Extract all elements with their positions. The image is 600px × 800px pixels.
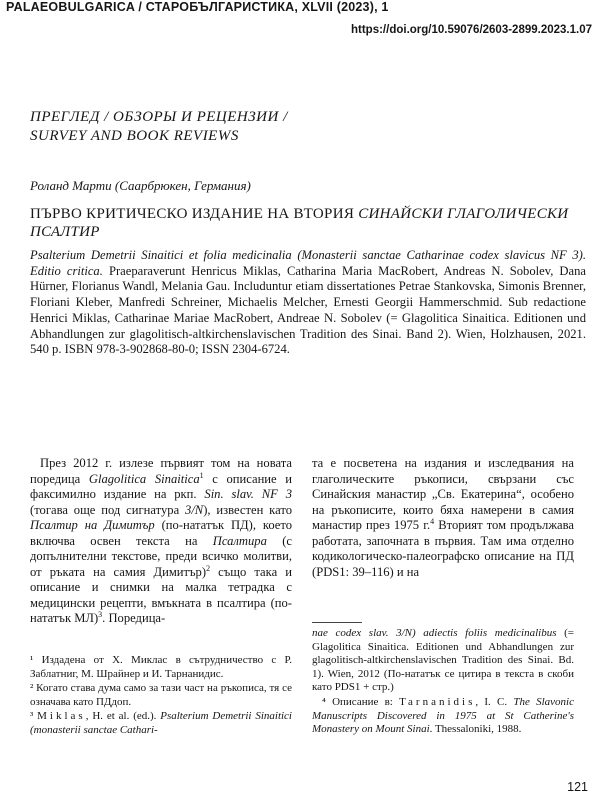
review-author: Роланд Марти (Саарбрюкен, Германия) (30, 178, 251, 193)
body-text: ), известен като (203, 502, 292, 517)
review-title-part-2: СИНАЙСКИ ГЛАГОЛИЧЕСКИ ПСАЛТИР (30, 206, 569, 240)
footnote-ref[interactable]: 3 (98, 609, 103, 619)
footnote-italic: Psalterium Demetrii Sinaitici (monasterii sanctae Cathari- (30, 710, 292, 736)
footnote-4 (312, 696, 574, 737)
body-text: та е посветена на издания и изследвания на глаголическите ръкописи, свързани със Синайския манастир „Св. Екатерина“, особено на ръкописите, които бяха намерени в самия манастир през 1975 г. (312, 456, 574, 532)
body-text: През 2012 г. излезе първият том на новата поредица (30, 456, 292, 486)
section-heading (30, 108, 288, 146)
body-italic: Glagolitica Sinaitica (88, 471, 200, 486)
footnote-ref[interactable]: 4 (430, 516, 435, 526)
footnote-italic: nae codex slav. 3/N) adiectis foliis medicinalibus (312, 627, 557, 639)
body-paragraph (30, 456, 292, 627)
body-text: с описание и факсимилно издание на ркп. (30, 471, 292, 501)
bib-details: Praeparaverunt Henricus Miklas, Catharina Maria MacRobert, Andreas N. Sobolev, Dana Hürner, Florianus Wandl, Melania Gau. Includuntur etiam dissertationes Petrae Stankovska, Simonis Brenner, Floriani Kleber, Manfredi Schreiner, Michaelis Melcher, Ernesti Georgii Hammerschmid. Sub redactione Henrici Miklas, Catharinae Mariae MacRobert, Andreae N. Sobolev (= Glagolitica Sinaitica. Editionen und Abhandlungen zur glagolitisch-altkirchenslavischen Tradition des Sinai. Band 2). Wien, Holzhausen, 2021. 540 p. ISBN 978-3-902868-80-0; ISSN 2304-6724. (30, 263, 586, 357)
body-column-right (312, 456, 574, 580)
body-text: Вторият том продължава работата, започната в първия. Там има отделно кодикологическо-палеографско описание на ПД (PDS1: 39–116) и на (312, 518, 575, 579)
body-italic: 3/N (185, 502, 204, 517)
review-title (30, 205, 590, 241)
footnote-text: , I. C. (475, 695, 514, 708)
footnote-divider (312, 622, 362, 623)
footnote-2: ² Когато става дума само за тази част на ръкописа, тя се означава като ПДдоп. (30, 682, 292, 708)
bibliographic-reference (30, 248, 586, 358)
bib-italic-title: Psalterium Demetrii Sinaitici et folia medicinalia (Monasterii sanctae Catharinae codex slavicus NF 3). Editio critica. (30, 248, 586, 278)
body-italic: Sin. slav. NF 3 (204, 487, 292, 501)
footnote-3 (30, 710, 292, 737)
body-text: също така и описание и снимки на малка тетрадка с медицински рецепти, вмъкната в псалтира (по-нататък МЛ) (30, 564, 293, 625)
footnote-ref[interactable]: 1 (199, 470, 204, 480)
footnote-author: Miklas (37, 710, 86, 723)
body-text: . Поредица- (102, 611, 166, 625)
body-column-left (30, 456, 292, 627)
body-text: (с допълнителни текстове, преди всичко молитви, от ръката на самия Димитър) (30, 533, 292, 579)
section-heading-line-1: ПРЕГЛЕД / ОБЗОРЫ И РЕЦЕНЗИИ / (30, 109, 288, 125)
footnote-text: ⁴ Описание в: (322, 695, 400, 708)
footnote-text: , H. et al. (ed.). (85, 710, 161, 723)
footnote-3-continued (312, 627, 574, 695)
footnote-1: ¹ Издадена от Х. Миклас в сътрудничество с Р. Заблатниг, М. Шрайнер и И. Тарнанидис. (30, 654, 292, 680)
footnotes-left (30, 654, 292, 739)
section-heading-line-2: SURVEY AND BOOK REVIEWS (30, 128, 239, 144)
footnote-ref[interactable]: 2 (206, 563, 211, 573)
footnotes-right (312, 627, 574, 738)
body-paragraph-continued (312, 456, 574, 580)
running-head: PALAEOBULGARICA / СТАРОБЪЛГАРИСТИКА, XLVII (2023), 1 (6, 0, 389, 14)
review-title-part-1: ПЪРВО КРИТИЧЕСКО ИЗДАНИЕ НА ВТОРИЯ (30, 206, 359, 222)
body-text: (по-нататък ПД), което включва освен текста на (30, 518, 293, 548)
page-number: 121 (567, 780, 588, 794)
doi-link[interactable]: https://doi.org/10.59076/2603-2899.2023.1.07 (351, 24, 592, 36)
body-italic: Псалтир на Димитър (30, 518, 155, 532)
body-italic: Псалтира (212, 533, 267, 548)
footnote-author: Tarnanidis (399, 695, 476, 708)
footnote-text: . Thessaloniki, 1988. (429, 723, 522, 736)
footnote-italic: The Slavonic Manuscripts Discovered in 1975 at St Catherine's Monastery on Mount Sinai (312, 695, 574, 736)
footnote-number: ³ (30, 710, 38, 723)
footnote-text: (= Glagolitica Sinaitica. Editionen und Abhandlungen zur glagolitisch-altkirchenslavischen Tradition des Sinai. Bd. 1). Wien, 2012 (По-нататък се цитира в текста в скоби като PDS1 + стр.) (312, 627, 575, 694)
body-text: (тогава още под сигнатура (30, 502, 186, 517)
